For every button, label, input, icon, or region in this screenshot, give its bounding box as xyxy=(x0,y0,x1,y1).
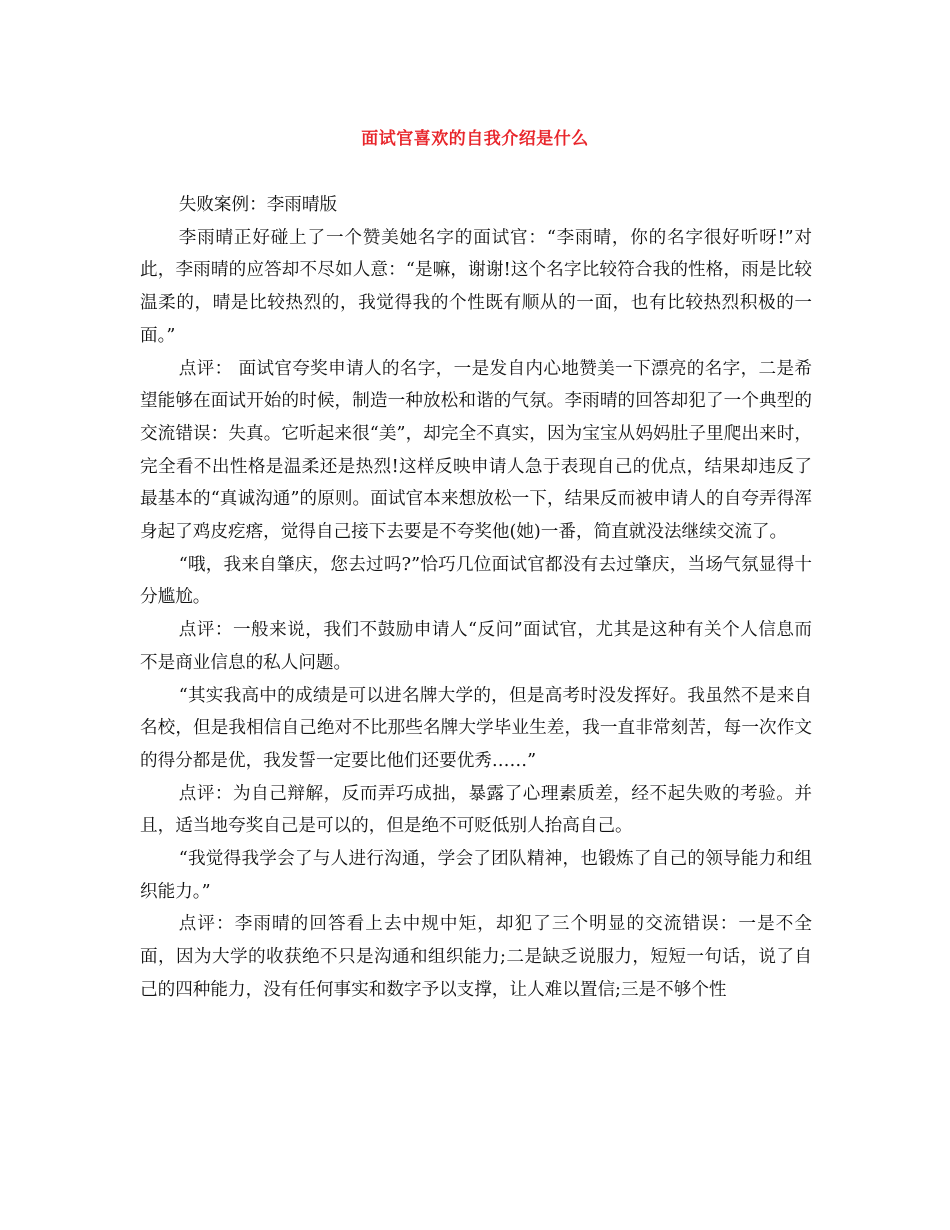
paragraph-5: “其实我高中的成绩是可以进名牌大学的，但是高考时没发挥好。我虽然不是来自名校，但是我相信自己绝对不比那些名牌大学毕业生差，我一直非常刻苦，每一次作文的得分都是优，我发誓一定要比他们还要优秀……” xyxy=(140,685,812,771)
paragraph-8: 点评：李雨晴的回答看上去中规中矩，却犯了三个明显的交流错误：一是不全面，因为大学的收获绝不只是沟通和组织能力;二是缺乏说服力，短短一句话，说了自己的四种能力，没有任何事实和数字予以支撑，让人难以置信;三是不够个性 xyxy=(140,914,812,1000)
paragraph-1: 李雨晴正好碰上了一个赞美她名字的面试官：“李雨晴，你的名字很好听呀!”对此，李雨晴的应答却不尽如人意：“是嘛，谢谢!这个名字比较符合我的性格，雨是比较温柔的，晴是比较热烈的，我觉得我的个性既有顺从的一面，也有比较热烈积极的一面。” xyxy=(140,227,812,346)
paragraph-3: “哦，我来自肇庆，您去过吗?”恰巧几位面试官都没有去过肇庆，当场气氛显得十分尴尬。 xyxy=(140,554,812,608)
case-heading: 失败案例：李雨晴版 xyxy=(178,195,338,215)
paragraph-7: “我觉得我学会了与人进行沟通，学会了团队精神，也锻炼了自己的领导能力和组织能力。” xyxy=(140,849,812,902)
paragraph-2: 点评： 面试官夸奖申请人的名字，一是发自内心地赞美一下漂亮的名字，二是希望能够在面试开始的时候，制造一种放松和谐的气氛。李雨晴的回答却犯了一个典型的交流错误：失真。它听起来很“美”，却完全不真实，因为宝宝从妈妈肚子里爬出来时，完全看不出性格是温柔还是热烈!这样反映申请人急于表现自己的优点，结果却违反了最基本的“真诚沟通”的原则。面试官本来想放松一下，结果反而被申请人的自夸弄得浑身起了鸡皮疙瘩，觉得自己接下去要是不夸奖他(她)一番，简直就没法继续交流了。 xyxy=(140,358,812,543)
document-body xyxy=(140,189,812,1007)
paragraph-4: 点评：一般来说，我们不鼓励申请人“反问”面试官，尤其是这种有关个人信息而不是商业信息的私人问题。 xyxy=(140,620,812,673)
document-title: 面试官喜欢的自我介绍是什么 xyxy=(361,129,589,149)
paragraph-6: 点评：为自己辩解，反而弄巧成拙，暴露了心理素质差，经不起失败的考验。并且，适当地夸奖自己是可以的，但是绝不可贬低别人抬高自己。 xyxy=(140,783,812,837)
